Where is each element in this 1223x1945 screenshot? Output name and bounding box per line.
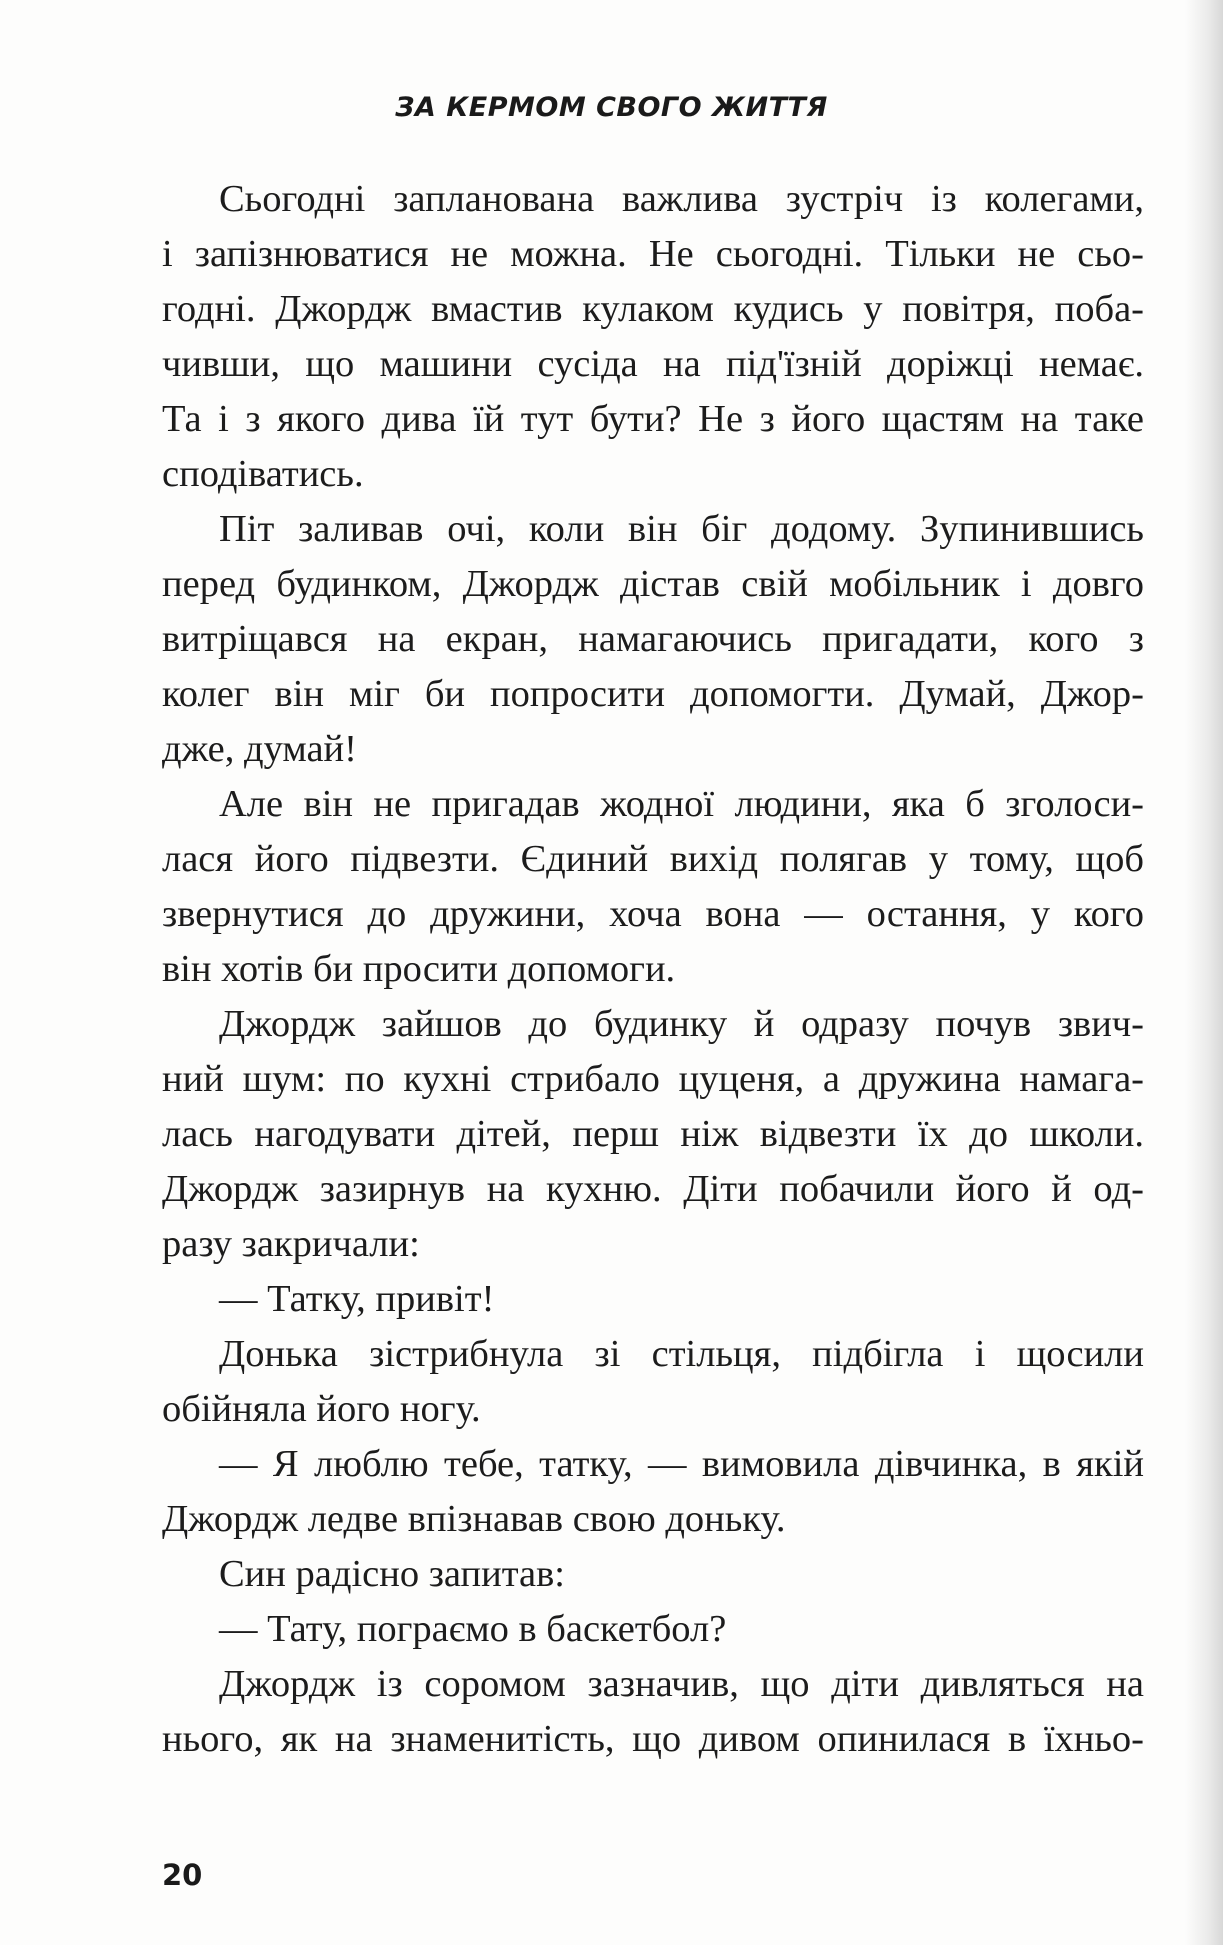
paragraph-7 — [162, 1657, 1144, 1767]
body-text — [162, 172, 1144, 1767]
text-line: перед будинком, Джордж дістав свій мобільник і довго — [162, 563, 1144, 605]
text-line: — Татку, привіт! — [219, 1278, 495, 1320]
paragraph-5 — [162, 1327, 1144, 1437]
running-head: ЗА КЕРМОМ СВОГО ЖИТТЯ — [395, 92, 828, 123]
text-line: разу закричали: — [162, 1223, 420, 1265]
text-line: Джордж із соромом зазначив, що діти дивляться на — [219, 1663, 1144, 1705]
paragraph-3 — [162, 777, 1144, 997]
text-line: колег він міг би попросити допомогти. Думай, Джор- — [162, 673, 1144, 715]
text-line: лась нагодувати дітей, перш ніж відвезти їх до школи. — [162, 1113, 1144, 1155]
text-line: годні. Джордж вмастив кулаком кудись у повітря, поба- — [162, 288, 1144, 330]
text-line: — Я люблю тебе, татку, — вимовила дівчинка, в якій — [219, 1443, 1144, 1485]
text-line: Піт заливав очі, коли він біг додому. Зупинившись — [219, 508, 1144, 550]
text-line: Син радісно запитав: — [219, 1553, 565, 1595]
text-line: сподіватись. — [162, 453, 364, 495]
dialogue-2 — [162, 1437, 1144, 1547]
text-line: лася його підвезти. Єдиний вихід полягав у тому, щоб — [162, 838, 1144, 880]
text-line: Донька зістрибнула зі стільця, підбігла і щосили — [219, 1333, 1144, 1375]
text-line: Та і з якого дива їй тут бути? Не з його щастям на таке — [162, 398, 1144, 440]
text-line: обійняла його ногу. — [162, 1388, 481, 1430]
paragraph-6 — [162, 1547, 1144, 1602]
text-line: Джордж зазирнув на кухню. Діти побачили його й од- — [162, 1168, 1144, 1210]
text-line: він хотів би просити допомоги. — [162, 948, 676, 990]
text-line: нього, як на знаменитість, що дивом опинилася в їхньо- — [162, 1718, 1144, 1760]
text-line: Сьогодні запланована важлива зустріч із колегами, — [219, 178, 1144, 220]
paragraph-2 — [162, 502, 1144, 777]
text-line: ний шум: по кухні стрибало цуценя, а дружина намага- — [162, 1058, 1144, 1100]
text-line: чивши, що машини сусіда на під'їзній доріжці немає. — [162, 343, 1144, 385]
text-line: витріщався на екран, намагаючись пригадати, кого з — [162, 618, 1144, 660]
text-line: і запізнюватися не можна. Не сьогодні. Тільки не сьо- — [162, 233, 1144, 275]
page-gutter-shadow — [1185, 0, 1223, 1945]
paragraph-1 — [162, 172, 1144, 502]
text-line: дже, думай! — [162, 728, 357, 770]
text-line: — Тату, пограємо в баскетбол? — [219, 1608, 727, 1650]
text-line: Джордж зайшов до будинку й одразу почув звич- — [219, 1003, 1144, 1045]
text-line: Джордж ледве впізнавав свою доньку. — [162, 1498, 786, 1540]
text-line: Але він не пригадав жодної людини, яка б зголоси- — [219, 783, 1144, 825]
text-line: звернутися до дружини, хоча вона — остання, у кого — [162, 893, 1144, 935]
dialogue-1 — [162, 1272, 1144, 1327]
paragraph-4 — [162, 997, 1144, 1272]
page-number: 20 — [162, 1858, 203, 1892]
dialogue-3 — [162, 1602, 1144, 1657]
